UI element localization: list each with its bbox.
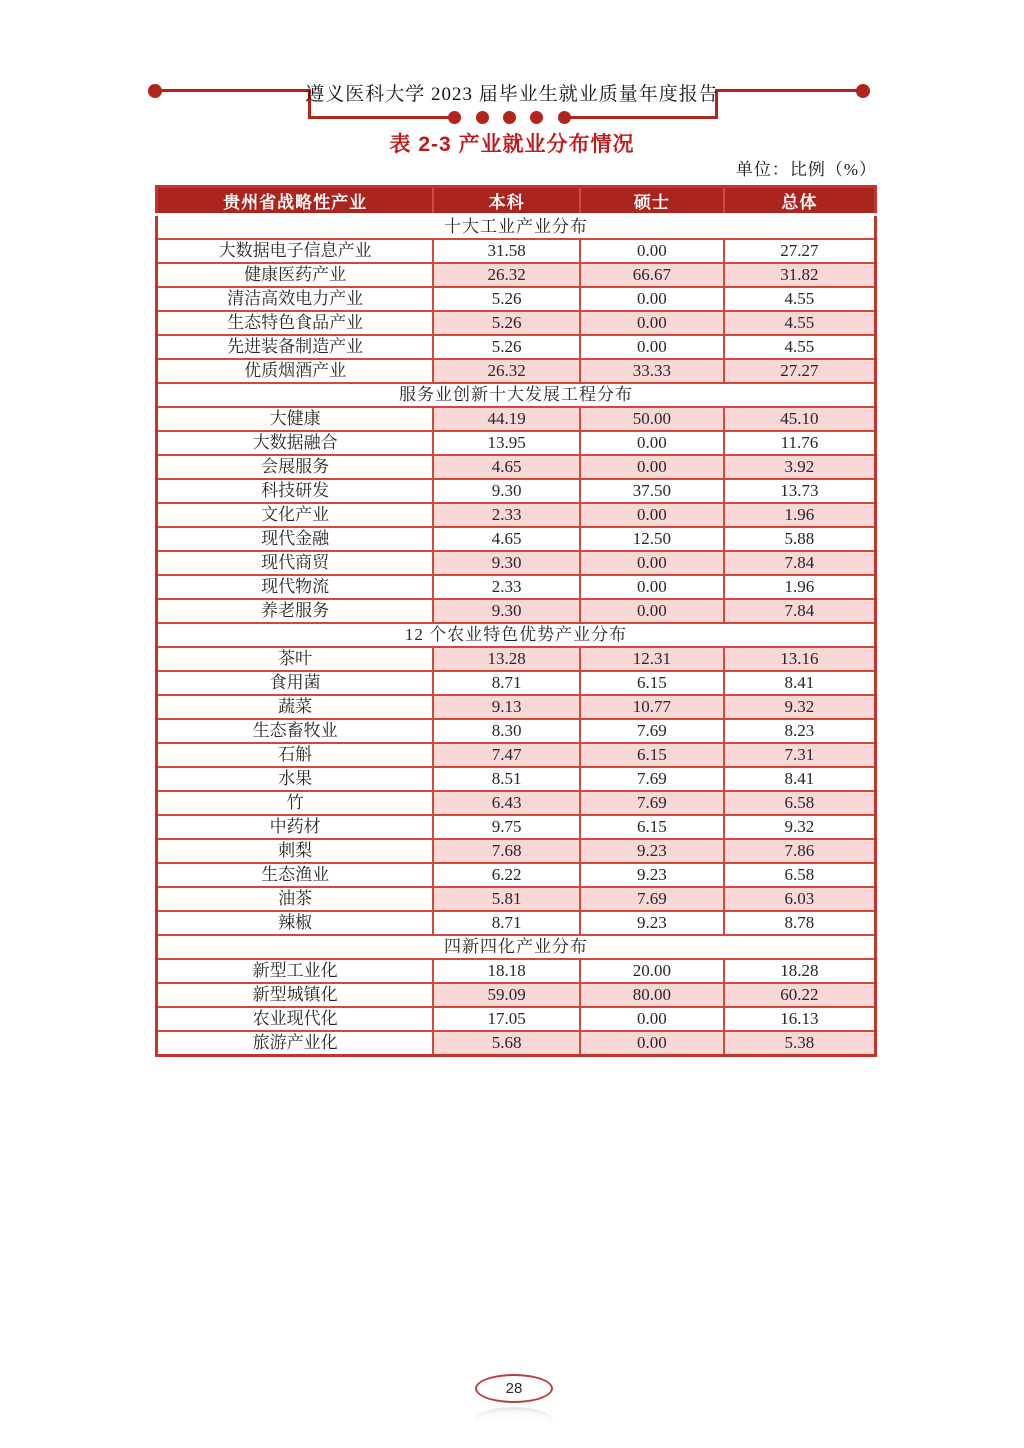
value-cell: 0.00 [580, 503, 724, 527]
value-cell: 9.32 [724, 815, 876, 839]
table-row [157, 767, 876, 791]
value-cell: 9.13 [433, 695, 580, 719]
value-cell: 8.41 [724, 767, 876, 791]
value-cell: 66.67 [580, 263, 724, 287]
row-label-cell: 现代物流 [157, 575, 434, 599]
table-header-cell: 总体 [724, 187, 876, 215]
table-row [157, 599, 876, 623]
value-cell: 6.58 [724, 791, 876, 815]
table-row [157, 359, 876, 383]
value-cell: 0.00 [580, 335, 724, 359]
value-cell: 60.22 [724, 983, 876, 1007]
table-row [157, 455, 876, 479]
table-row [157, 647, 876, 671]
value-cell: 26.32 [433, 359, 580, 383]
table-row [157, 335, 876, 359]
value-cell: 8.71 [433, 911, 580, 935]
rule-line [308, 116, 455, 119]
value-cell: 13.28 [433, 647, 580, 671]
table-row [157, 959, 876, 983]
rule-line [565, 116, 718, 119]
value-cell: 9.32 [724, 695, 876, 719]
value-cell: 5.81 [433, 887, 580, 911]
value-cell: 8.30 [433, 719, 580, 743]
value-cell: 8.41 [724, 671, 876, 695]
table-row [157, 863, 876, 887]
table-row [157, 503, 876, 527]
value-cell: 9.23 [580, 863, 724, 887]
value-cell: 0.00 [580, 311, 724, 335]
table-row [157, 431, 876, 455]
value-cell: 3.92 [724, 455, 876, 479]
row-label-cell: 食用菌 [157, 671, 434, 695]
row-label-cell: 现代金融 [157, 527, 434, 551]
page-number-badge [475, 1374, 553, 1403]
value-cell: 7.69 [580, 791, 724, 815]
value-cell: 6.58 [724, 863, 876, 887]
value-cell: 9.30 [433, 599, 580, 623]
value-cell: 13.95 [433, 431, 580, 455]
value-cell: 7.69 [580, 767, 724, 791]
value-cell: 6.43 [433, 791, 580, 815]
value-cell: 7.84 [724, 599, 876, 623]
value-cell: 7.47 [433, 743, 580, 767]
row-label-cell: 油茶 [157, 887, 434, 911]
table-row [157, 575, 876, 599]
value-cell: 11.76 [724, 431, 876, 455]
value-cell: 4.65 [433, 455, 580, 479]
value-cell: 0.00 [580, 455, 724, 479]
table-body [157, 215, 876, 1056]
row-label-cell: 养老服务 [157, 599, 434, 623]
rule-dot-icon [476, 111, 489, 124]
row-label-cell: 大健康 [157, 407, 434, 431]
section-title-cell: 十大工业产业分布 [157, 215, 876, 240]
value-cell: 8.51 [433, 767, 580, 791]
section-title-cell: 12 个农业特色优势产业分布 [157, 623, 876, 647]
row-label-cell: 文化产业 [157, 503, 434, 527]
value-cell: 0.00 [580, 551, 724, 575]
value-cell: 5.26 [433, 335, 580, 359]
value-cell: 13.16 [724, 647, 876, 671]
value-cell: 26.32 [433, 263, 580, 287]
row-label-cell: 生态畜牧业 [157, 719, 434, 743]
value-cell: 9.23 [580, 839, 724, 863]
row-label-cell: 先进装备制造产业 [157, 335, 434, 359]
table-row [157, 551, 876, 575]
row-label-cell: 新型工业化 [157, 959, 434, 983]
row-label-cell: 优质烟酒产业 [157, 359, 434, 383]
rule-dot-icon [530, 111, 543, 124]
value-cell: 2.33 [433, 575, 580, 599]
section-title-cell: 四新四化产业分布 [157, 935, 876, 959]
value-cell: 20.00 [580, 959, 724, 983]
value-cell: 5.26 [433, 311, 580, 335]
unit-note: 单位：比例（%） [735, 160, 877, 179]
table-row [157, 1007, 876, 1031]
value-cell: 9.23 [580, 911, 724, 935]
row-label-cell: 农业现代化 [157, 1007, 434, 1031]
section-header-row [157, 623, 876, 647]
table-row [157, 815, 876, 839]
table-row [157, 527, 876, 551]
value-cell: 6.03 [724, 887, 876, 911]
value-cell: 0.00 [580, 599, 724, 623]
page-number-reflection-icon [475, 1407, 553, 1433]
row-label-cell: 中药材 [157, 815, 434, 839]
value-cell: 9.75 [433, 815, 580, 839]
value-cell: 7.86 [724, 839, 876, 863]
row-label-cell: 竹 [157, 791, 434, 815]
value-cell: 8.23 [724, 719, 876, 743]
value-cell: 7.31 [724, 743, 876, 767]
table-row [157, 1031, 876, 1056]
value-cell: 4.55 [724, 287, 876, 311]
table-caption: 表 2-3 产业就业分布情况 [389, 133, 635, 156]
row-label-cell: 水果 [157, 767, 434, 791]
table-header-cell: 硕士 [580, 187, 724, 215]
value-cell: 27.27 [724, 239, 876, 263]
value-cell: 12.31 [580, 647, 724, 671]
value-cell: 12.50 [580, 527, 724, 551]
table-row [157, 239, 876, 263]
value-cell: 8.71 [433, 671, 580, 695]
value-cell: 7.84 [724, 551, 876, 575]
row-label-cell: 现代商贸 [157, 551, 434, 575]
value-cell: 13.73 [724, 479, 876, 503]
value-cell: 9.30 [433, 551, 580, 575]
value-cell: 2.33 [433, 503, 580, 527]
table-row [157, 743, 876, 767]
row-label-cell: 茶叶 [157, 647, 434, 671]
value-cell: 59.09 [433, 983, 580, 1007]
value-cell: 6.15 [580, 743, 724, 767]
row-label-cell: 生态渔业 [157, 863, 434, 887]
table-row [157, 407, 876, 431]
table-row [157, 983, 876, 1007]
value-cell: 10.77 [580, 695, 724, 719]
industry-table [155, 185, 877, 1057]
value-cell: 31.82 [724, 263, 876, 287]
table-row [157, 287, 876, 311]
value-cell: 9.30 [433, 479, 580, 503]
table-row [157, 839, 876, 863]
value-cell: 45.10 [724, 407, 876, 431]
table-row [157, 695, 876, 719]
value-cell: 0.00 [580, 431, 724, 455]
value-cell: 17.05 [433, 1007, 580, 1031]
value-cell: 6.15 [580, 671, 724, 695]
value-cell: 8.78 [724, 911, 876, 935]
row-label-cell: 蔬菜 [157, 695, 434, 719]
rule-dot-icon [503, 111, 516, 124]
report-title: 遵义医科大学 2023 届毕业生就业质量年度报告 [305, 84, 719, 105]
value-cell: 1.96 [724, 575, 876, 599]
row-label-cell: 刺梨 [157, 839, 434, 863]
value-cell: 7.68 [433, 839, 580, 863]
value-cell: 5.88 [724, 527, 876, 551]
value-cell: 6.15 [580, 815, 724, 839]
row-label-cell: 大数据融合 [157, 431, 434, 455]
value-cell: 80.00 [580, 983, 724, 1007]
row-label-cell: 新型城镇化 [157, 983, 434, 1007]
value-cell: 1.96 [724, 503, 876, 527]
value-cell: 7.69 [580, 719, 724, 743]
value-cell: 5.26 [433, 287, 580, 311]
value-cell: 0.00 [580, 287, 724, 311]
value-cell: 18.28 [724, 959, 876, 983]
value-cell: 4.65 [433, 527, 580, 551]
row-label-cell: 辣椒 [157, 911, 434, 935]
row-label-cell: 石斛 [157, 743, 434, 767]
value-cell: 7.69 [580, 887, 724, 911]
row-label-cell: 生态特色食品产业 [157, 311, 434, 335]
section-header-row [157, 935, 876, 959]
value-cell: 4.55 [724, 311, 876, 335]
table-row [157, 479, 876, 503]
section-header-row [157, 383, 876, 407]
value-cell: 37.50 [580, 479, 724, 503]
section-header-row [157, 215, 876, 240]
value-cell: 5.38 [724, 1031, 876, 1056]
value-cell: 18.18 [433, 959, 580, 983]
table-header-cell: 贵州省战略性产业 [157, 187, 434, 215]
rule-dot-icon [448, 111, 461, 124]
row-label-cell: 健康医药产业 [157, 263, 434, 287]
value-cell: 31.58 [433, 239, 580, 263]
value-cell: 44.19 [433, 407, 580, 431]
table-row [157, 671, 876, 695]
row-label-cell: 大数据电子信息产业 [157, 239, 434, 263]
value-cell: 16.13 [724, 1007, 876, 1031]
page-number: 28 [505, 1380, 523, 1397]
row-label-cell: 科技研发 [157, 479, 434, 503]
value-cell: 4.55 [724, 335, 876, 359]
value-cell: 0.00 [580, 239, 724, 263]
value-cell: 6.22 [433, 863, 580, 887]
table-row [157, 311, 876, 335]
table-header-cell: 本科 [433, 187, 580, 215]
row-label-cell: 会展服务 [157, 455, 434, 479]
table-row [157, 263, 876, 287]
value-cell: 50.00 [580, 407, 724, 431]
section-title-cell: 服务业创新十大发展工程分布 [157, 383, 876, 407]
table-row [157, 719, 876, 743]
table-row [157, 911, 876, 935]
value-cell: 27.27 [724, 359, 876, 383]
value-cell: 0.00 [580, 575, 724, 599]
row-label-cell: 旅游产业化 [157, 1031, 434, 1056]
value-cell: 33.33 [580, 359, 724, 383]
value-cell: 5.68 [433, 1031, 580, 1056]
value-cell: 0.00 [580, 1007, 724, 1031]
table-header-row [157, 187, 876, 215]
table-row [157, 887, 876, 911]
table-row [157, 791, 876, 815]
row-label-cell: 清洁高效电力产业 [157, 287, 434, 311]
value-cell: 0.00 [580, 1031, 724, 1056]
